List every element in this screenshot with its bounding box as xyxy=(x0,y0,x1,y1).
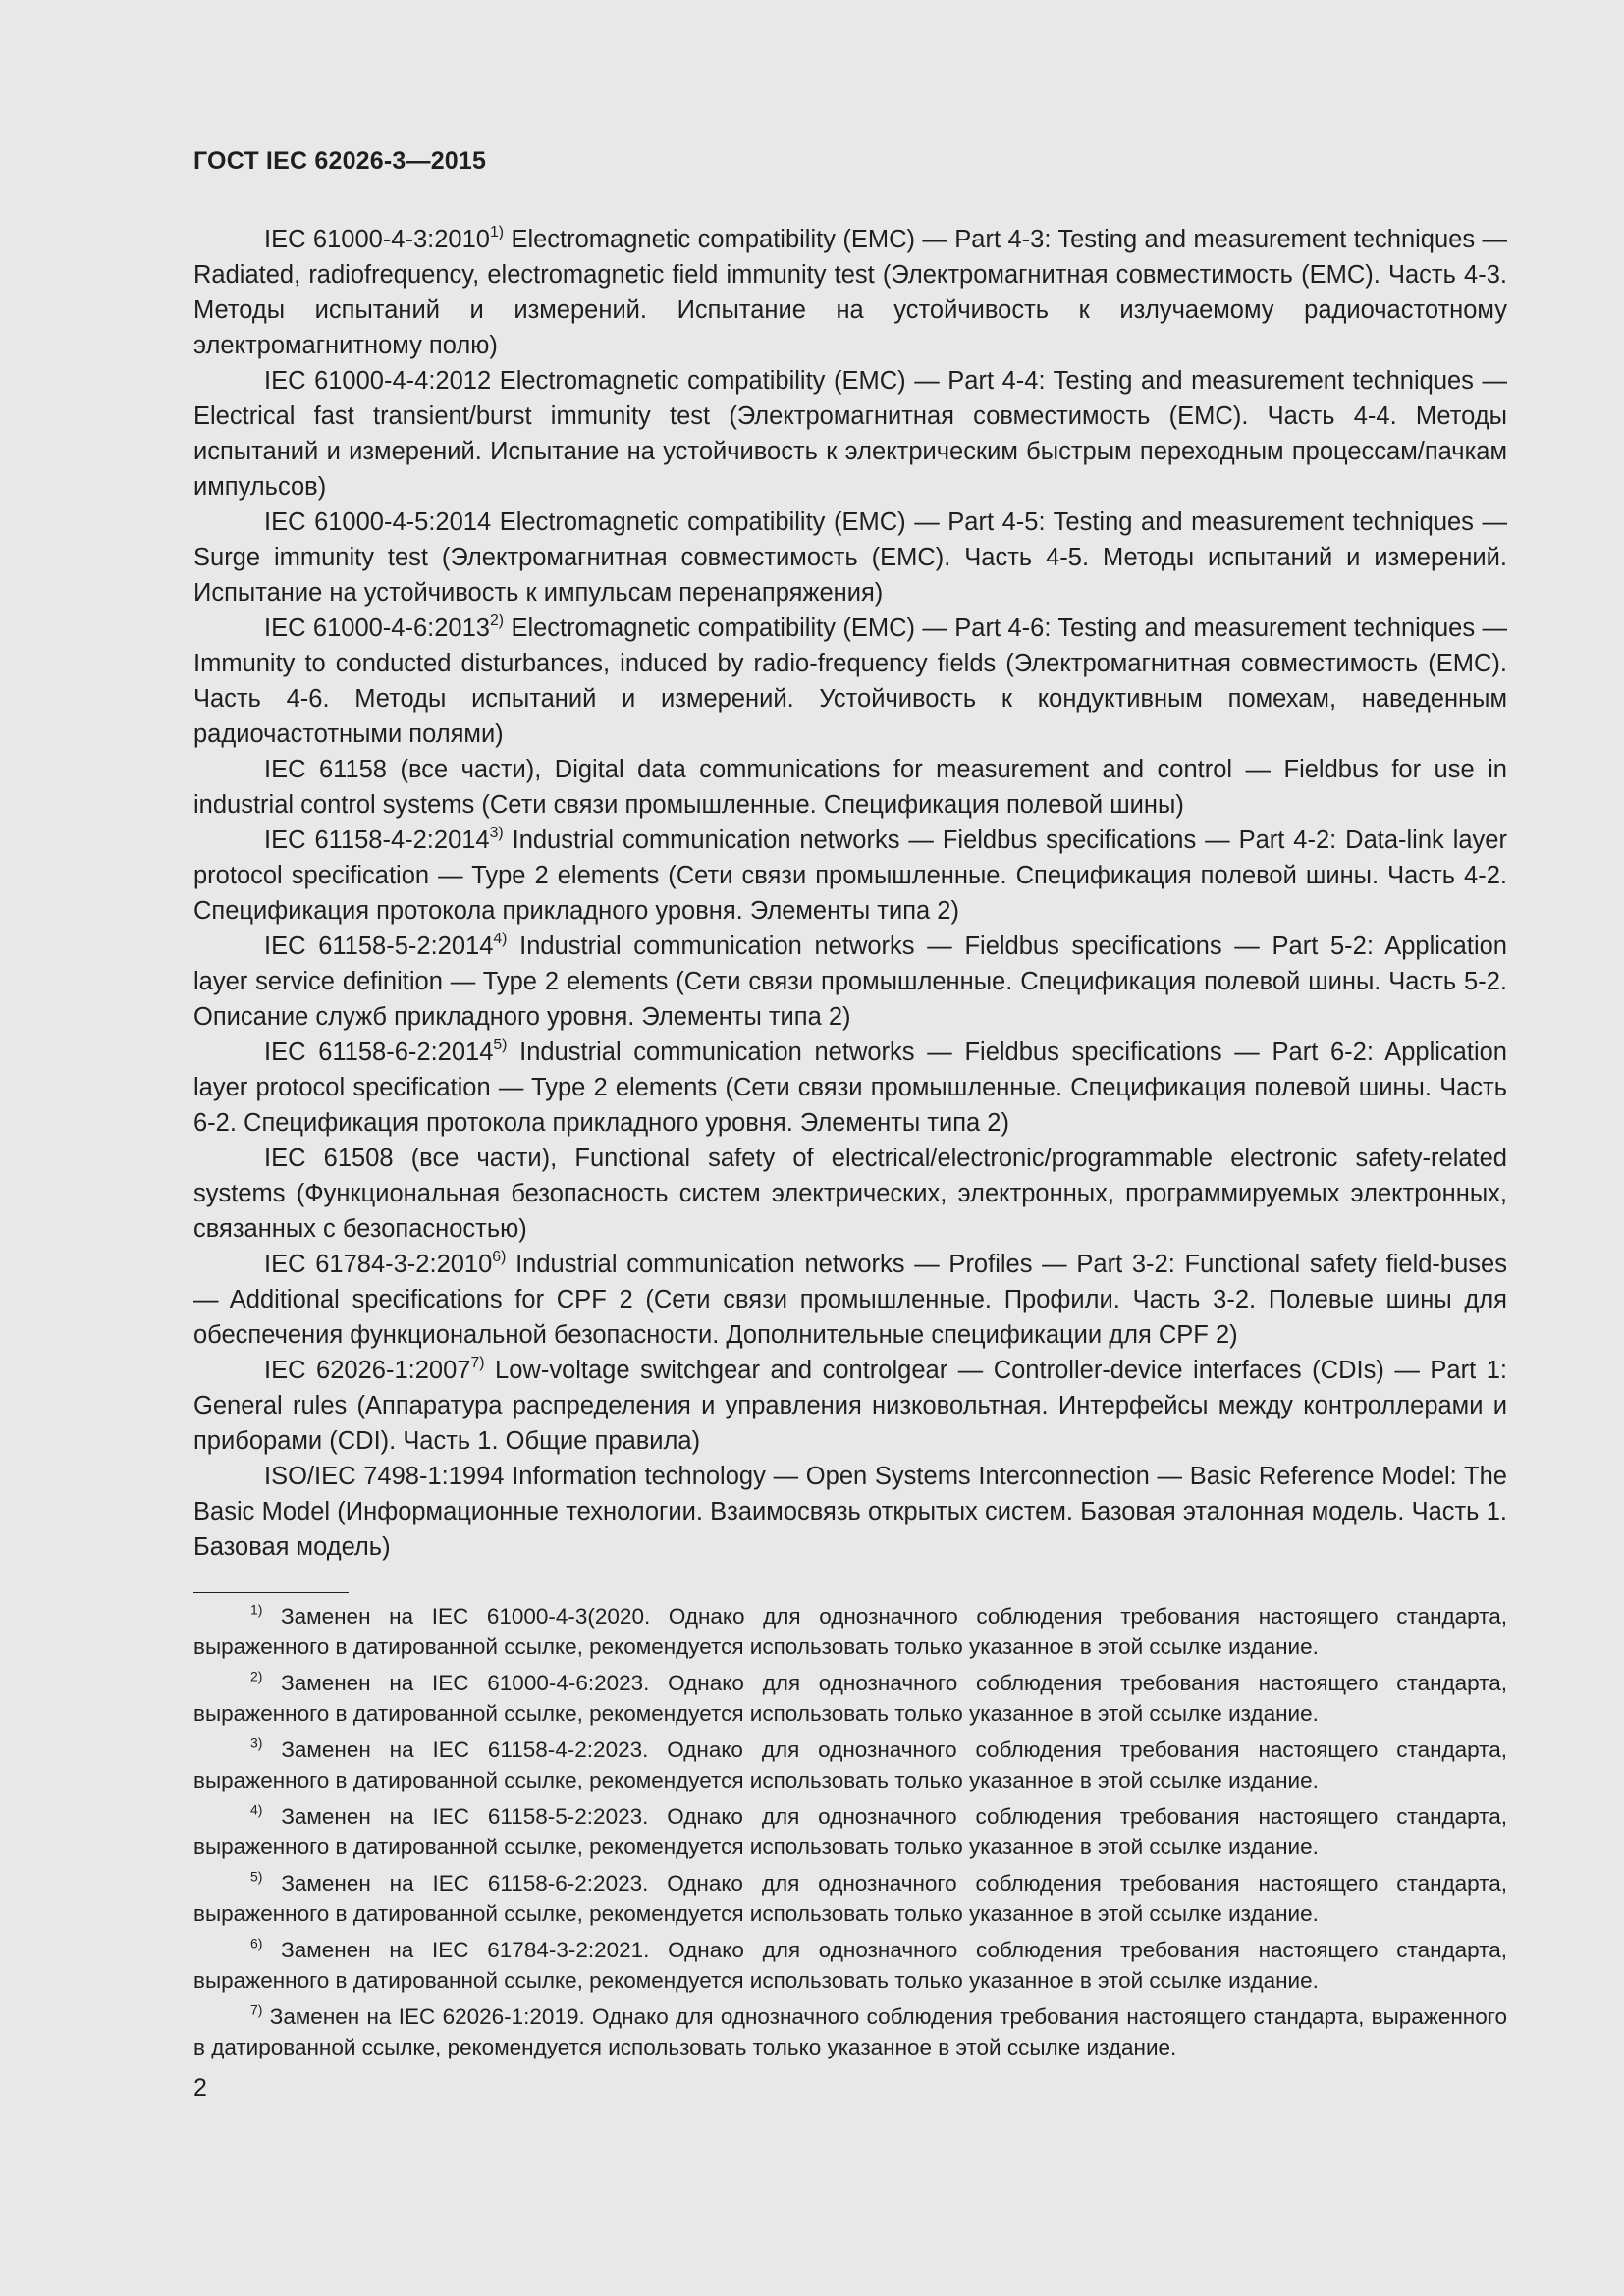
footnote xyxy=(193,1601,1507,1662)
footnote-ref: 2) xyxy=(489,612,505,629)
reference-code: IEC 61158-5-2:2014 xyxy=(264,933,494,960)
reference-entry xyxy=(193,752,1507,823)
reference-code: IEC 61000-4-5:2014 xyxy=(264,508,492,536)
footnote xyxy=(193,1801,1507,1862)
footnote-ref: 1) xyxy=(489,223,505,240)
footnote-ref: 4) xyxy=(493,930,508,947)
footnote-mark: 7) xyxy=(250,2002,263,2018)
reference-entry xyxy=(193,823,1507,929)
reference-code: IEC 62026-1:2007 xyxy=(264,1357,471,1384)
footnote-mark: 1) xyxy=(250,1601,263,1618)
reference-title: Digital data communications for measurement and control — Fieldbus for use in industrial control systems (Сети связи промышленные. Спецификация полевой шины) xyxy=(193,756,1507,819)
page-number: 2 xyxy=(193,2074,207,2102)
normative-references xyxy=(193,222,1507,1565)
reference-entry xyxy=(193,1141,1507,1247)
reference-title: Low-voltage switchgear and controlgear — Controller-device interfaces (CDIs) — Part 1: General rules (Аппаратура распределения и управления низковольтная. Интерфейсы между контроллерами и приборами (CDI). Часть 1. Общие правила) xyxy=(193,1357,1507,1455)
footnote-ref: 5) xyxy=(493,1036,508,1053)
reference-code: IEC 61784-3-2:2010 xyxy=(264,1251,493,1278)
footnote-text: Заменен на IEC 62026-1:2019. Однако для однозначного соблюдения требования настоящего стандарта, выраженного в датированной ссылке, рекомендуется использовать только указанное в этой ссылке издание. xyxy=(193,2004,1507,2059)
footnote-ref: 3) xyxy=(489,824,504,841)
footnote-mark: 4) xyxy=(250,1801,263,1818)
reference-entry xyxy=(193,929,1507,1035)
reference-code: ISO/IEC 7498-1:1994 xyxy=(264,1463,505,1490)
reference-entry xyxy=(193,222,1507,363)
footnote-text: Заменен на IEC 61158-6-2:2023. Однако для однозначного соблюдения требования настоящего стандарта, выраженного в датированной ссылке, рекомендуется использовать только указанное в этой ссылке издание. xyxy=(193,1871,1507,1926)
footnote-ref: 6) xyxy=(492,1248,507,1265)
footnote xyxy=(193,2002,1507,2062)
reference-entry xyxy=(193,1247,1507,1353)
reference-title: Industrial communication networks — Fieldbus specifications — Part 4-2: Data-link layer protocol specification — Type 2 elements (Сети связи промышленные. Спецификация полевой шины. Часть 4-2. Спецификация протокола прикладного уровня. Элементы типа 2) xyxy=(193,827,1507,925)
reference-entry xyxy=(193,1353,1507,1459)
footnote-text: Заменен на IEC 61000-4-6:2023. Однако для однозначного соблюдения требования настоящего стандарта, выраженного в датированной ссылке, рекомендуется использовать только указанное в этой ссылке издание. xyxy=(193,1671,1507,1726)
footnote-ref: 7) xyxy=(470,1354,485,1371)
reference-entry xyxy=(193,611,1507,752)
footnote-text: Заменен на IEC 61158-5-2:2023. Однако для однозначного соблюдения требования настоящего стандарта, выраженного в датированной ссылке, рекомендуется использовать только указанное в этой ссылке издание. xyxy=(193,1804,1507,1859)
footnote-mark: 3) xyxy=(250,1735,263,1751)
footnote-text: Заменен на IEC 61158-4-2:2023. Однако для однозначного соблюдения требования настоящего стандарта, выраженного в датированной ссылке, рекомендуется использовать только указанное в этой ссылке издание. xyxy=(193,1737,1507,1792)
footnote-text: Заменен на IEC 61000-4-3(2020. Однако для однозначного соблюдения требования настоящего стандарта, выраженного в датированной ссылке, рекомендуется использовать только указанное в этой ссылке издание. xyxy=(193,1604,1507,1659)
reference-entry xyxy=(193,1035,1507,1141)
footnote xyxy=(193,1935,1507,1996)
reference-title: Industrial communication networks — Profiles — Part 3-2: Functional safety field-buses — Additional specifications for CPF 2 (Сети связи промышленные. Профили. Часть 3-2. Полевые шины для обеспечения функциональной безопасности. Дополнительные спецификации для CPF 2) xyxy=(193,1251,1507,1349)
reference-title: Information technology — Open Systems Interconnection — Basic Reference Model: The Basic Model (Информационные технологии. Взаимосвязь открытых систем. Базовая эталонная модель. Часть 1. Базовая модель) xyxy=(193,1463,1507,1561)
reference-code: IEC 61000-4-4:2012 xyxy=(264,367,492,395)
footnote-mark: 2) xyxy=(250,1668,263,1684)
reference-title: Electromagnetic compatibility (EMC) — Part 4-5: Testing and measurement techniques — Surge immunity test (Электромагнитная совместимость (ЕМС). Часть 4-5. Методы испытаний и измерений. Испытание на устойчивость к импульсам перенапряжения) xyxy=(193,508,1507,607)
reference-code: IEC 61508 (все части), xyxy=(264,1145,558,1172)
reference-code: IEC 61158-6-2:2014 xyxy=(264,1039,494,1066)
reference-code: IEC 61000-4-6:2013 xyxy=(264,614,490,642)
footnote xyxy=(193,1735,1507,1795)
reference-title: Industrial communication networks — Fieldbus specifications — Part 5-2: Application layer service definition — Type 2 elements (Сети связи промышленные. Спецификация полевой шины. Часть 5-2. Описание служб прикладного уровня. Элементы типа 2) xyxy=(193,933,1507,1031)
footnote xyxy=(193,1868,1507,1929)
reference-entry xyxy=(193,505,1507,611)
reference-title: Electromagnetic compatibility (EMC) — Part 4-3: Testing and measurement techniques — Radiated, radiofrequency, electromagnetic field immunity test (Электромагнитная совместимость (ЕМС). Часть 4-3. Методы испытаний и измерений. Испытание на устойчивость к излучаемому радиочастотному электромагнитному полю) xyxy=(193,226,1507,359)
reference-code: IEC 61158 (все части), xyxy=(264,756,542,783)
footnote-mark: 5) xyxy=(250,1868,263,1885)
document-header: ГОСТ IEC 62026-3—2015 xyxy=(193,147,487,175)
reference-entry xyxy=(193,363,1507,505)
reference-title: Functional safety of electrical/electronic/programmable electronic safety-related systems (Функциональная безопасность систем электрических, электронных, программируемых электронных, связанных с безопасностью) xyxy=(193,1145,1507,1243)
reference-code: IEC 61000-4-3:2010 xyxy=(264,226,490,253)
footnotes xyxy=(193,1601,1507,2068)
reference-title: Industrial communication networks — Fieldbus specifications — Part 6-2: Application layer protocol specification — Type 2 elements (Сети связи промышленные. Спецификация полевой шины. Часть 6-2. Спецификация протокола прикладного уровня. Элементы типа 2) xyxy=(193,1039,1507,1137)
reference-code: IEC 61158-4-2:2014 xyxy=(264,827,490,854)
footnote-mark: 6) xyxy=(250,1935,263,1951)
reference-title: Electromagnetic compatibility (EMC) — Part 4-4: Testing and measurement techniques — Electrical fast transient/burst immunity test (Электромагнитная совместимость (ЕМС). Часть 4-4. Методы испытаний и измерений. Испытание на устойчивость к электрическим быстрым переходным процессам/пачкам импульсов) xyxy=(193,367,1507,501)
reference-entry xyxy=(193,1459,1507,1565)
footnote-text: Заменен на IEC 61784-3-2:2021. Однако для однозначного соблюдения требования настоящего стандарта, выраженного в датированной ссылке, рекомендуется использовать только указанное в этой ссылке издание. xyxy=(193,1938,1507,1993)
reference-title: Electromagnetic compatibility (EMC) — Part 4-6: Testing and measurement techniques — Immunity to conducted disturbances, induced by radio-frequency fields (Электромагнитная совместимость (ЕМС). Часть 4-6. Методы испытаний и измерений. Устойчивость к кондуктивным помехам, наведенным радиочастотными полями) xyxy=(193,614,1507,748)
footnote-separator xyxy=(193,1592,349,1593)
footnote xyxy=(193,1668,1507,1729)
